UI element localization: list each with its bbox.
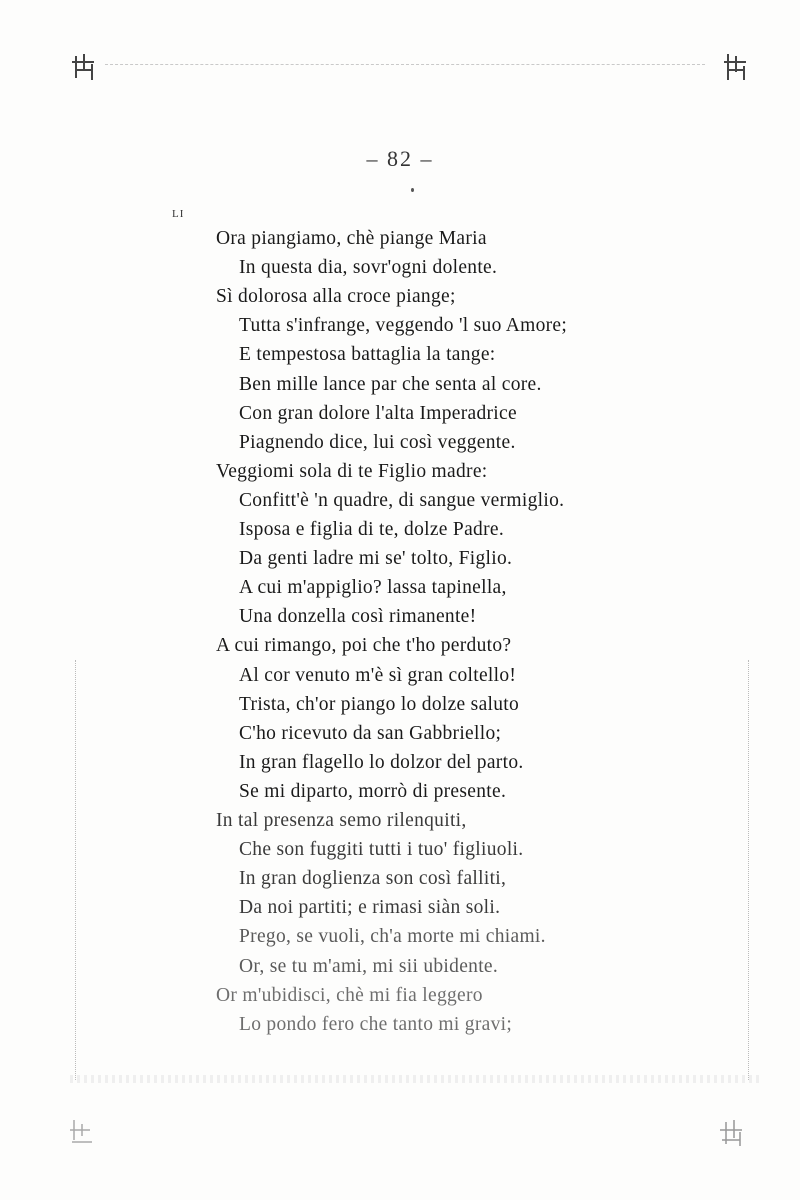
page-number: – 82 – xyxy=(366,146,434,171)
poem-line: Ora piangiamo, chè piange Maria xyxy=(216,228,487,249)
poem-line: Confitt'è 'n quadre, di sangue vermiglio. xyxy=(239,489,565,511)
poem-line: Se mi diparto, morrò di presente. xyxy=(239,780,507,802)
poem-line: Sì dolorosa alla croce piange; xyxy=(216,286,456,308)
poem-line: Da noi partiti; e rimasi siàn soli. xyxy=(239,897,501,919)
poem-line: A cui rimango, poi che t'ho perduto? xyxy=(216,635,512,657)
poem-line: Da genti ladre mi se' tolto, Figlio. xyxy=(239,548,513,570)
poem-line: In tal presenza semo rilenquiti, xyxy=(216,810,467,831)
poem-line: In gran doglienza son così falliti, xyxy=(239,868,507,890)
poem-line: Trista, ch'or piango lo dolze saluto xyxy=(239,693,520,715)
poem-line: E tempestosa battaglia la tange: xyxy=(239,344,496,366)
poem-line: In questa dia, sovr'ogni dolente. xyxy=(239,257,498,279)
top-left-crop-mark-icon xyxy=(70,52,98,82)
poem-line: Ben mille lance par che senta al core. xyxy=(239,373,542,395)
poem-line: A cui m'appiglio? lassa tapinella, xyxy=(239,577,507,599)
top-right-crop-mark-icon xyxy=(722,52,750,82)
ink-speck xyxy=(411,188,414,192)
section-label: LI xyxy=(172,208,185,220)
poem-line: Isposa e figlia di te, dolze Padre. xyxy=(239,519,504,540)
bottom-left-crop-mark-icon xyxy=(68,1118,96,1148)
poem-line: Or, se tu m'ami, mi sii ubidente. xyxy=(239,955,499,977)
poem-line: Tutta s'infrange, veggendo 'l suo Amore; xyxy=(239,315,568,337)
poem-line: Con gran dolore l'alta Imperadrice xyxy=(239,402,517,424)
poem-line: Or m'ubidisci, chè mi fia leggero xyxy=(216,984,483,1006)
poem-line: Piagnendo dice, lui così veggente. xyxy=(239,431,516,453)
poem-line: Al cor venuto m'è sì gran coltello! xyxy=(239,664,517,686)
poem-line: Una donzella così rimanente! xyxy=(239,606,477,628)
poem-line: In gran flagello lo dolzor del parto. xyxy=(239,751,524,773)
bottom-right-crop-mark-icon xyxy=(718,1118,746,1148)
poem-line: Che son fuggiti tutti i tuo' figliuoli. xyxy=(239,839,524,861)
poem-line: C'ho ricevuto da san Gabbriello; xyxy=(239,722,502,744)
top-dashed-rule xyxy=(105,64,705,65)
poem-line: Lo pondo fero che tanto mi gravi; xyxy=(239,1013,513,1035)
right-margin-line xyxy=(748,660,749,1080)
poem-line: Prego, se vuoli, ch'a morte mi chiami. xyxy=(239,926,546,948)
left-margin-line xyxy=(75,660,76,1080)
bottom-scan-noise xyxy=(70,1075,760,1083)
poem-line: Veggiomi sola di te Figlio madre: xyxy=(216,460,488,482)
